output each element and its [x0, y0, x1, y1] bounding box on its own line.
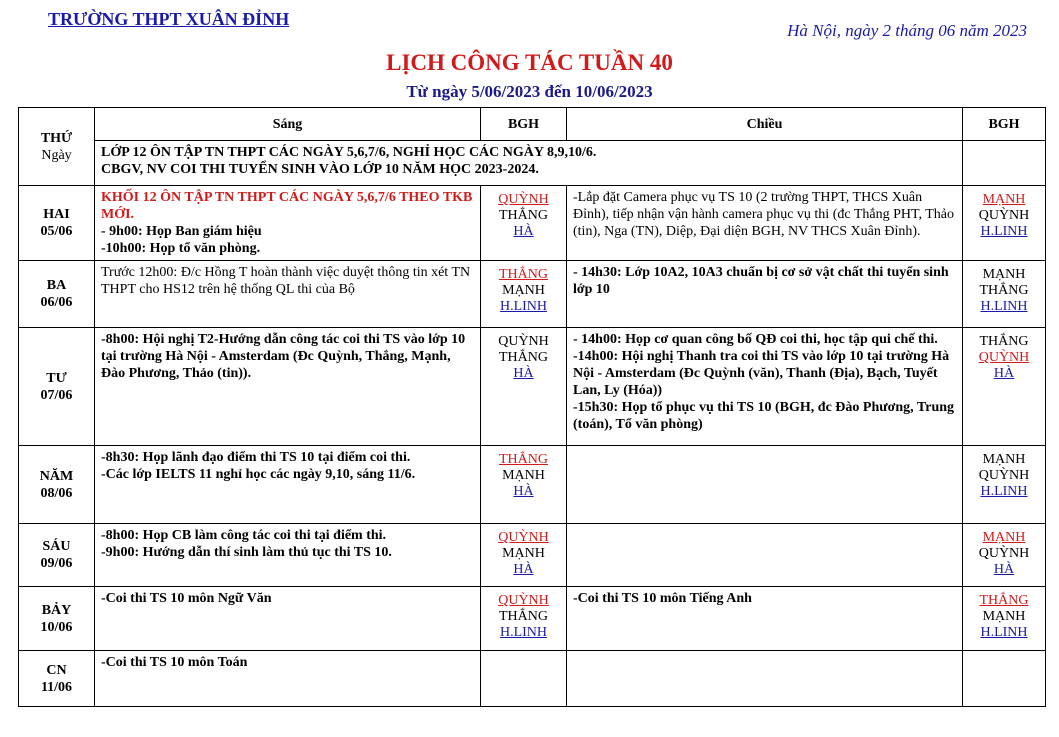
morning-cell	[95, 651, 481, 707]
morning-entry: -10h00: Họp tổ văn phòng.	[101, 241, 261, 256]
day-row	[19, 446, 1046, 524]
day-date: 08/06	[40, 485, 73, 501]
bgh-name[interactable]: H.LINH	[980, 484, 1028, 499]
bgh-name: QUỲNH	[498, 334, 549, 349]
afternoon-cell	[567, 587, 963, 651]
bgh-name: MẠNH	[502, 546, 545, 561]
afternoon-cell	[567, 186, 963, 261]
header-morning: Sáng	[95, 108, 481, 141]
day-date: 09/06	[40, 556, 73, 571]
bgh-afternoon-cell	[963, 261, 1046, 328]
afternoon-cell	[567, 651, 963, 707]
bgh-afternoon-cell	[963, 524, 1046, 587]
table-header-row	[19, 108, 1046, 141]
day-cell	[19, 186, 95, 261]
bgh-name: THẮNG	[979, 283, 1029, 298]
bgh-name: QUỲNH	[978, 208, 1030, 223]
day-name: BA	[46, 278, 67, 293]
day-name: HAI	[43, 207, 70, 222]
bgh-afternoon-cell	[963, 328, 1046, 446]
notice-empty	[963, 141, 1046, 186]
bgh-name[interactable]: HÀ	[513, 224, 534, 239]
bgh-name[interactable]: HÀ	[513, 484, 534, 499]
notice-line: CBGV, NV COI THI TUYỂN SINH VÀO LỚP 10 NĂM HỌC 2023-2024.	[101, 162, 539, 177]
header-bgh-morning: BGH	[481, 108, 567, 141]
afternoon-entry: -15h30: Họp tổ phục vụ thi TS 10 (BGH, đc Đào Phương, Trung (toán), Tổ văn phòng)	[573, 400, 955, 432]
header-day-cell	[19, 108, 95, 186]
notice-line: LỚP 12 ÔN TẬP TN THPT CÁC NGÀY 5,6,7/6, NGHỈ HỌC CÁC NGÀY 8,9,10/6.	[101, 145, 597, 160]
morning-cell	[95, 446, 481, 524]
day-cell	[19, 651, 95, 707]
morning-entry: - 9h00: Họp Ban giám hiệu	[101, 224, 262, 239]
day-date: 05/06	[40, 224, 73, 239]
day-cell	[19, 261, 95, 328]
bgh-morning-cell	[481, 587, 567, 651]
bgh-name: THẮNG	[499, 208, 548, 223]
bgh-name[interactable]: H.LINH	[980, 299, 1028, 314]
bgh-name[interactable]: MẠNH	[982, 530, 1026, 545]
bgh-morning-cell	[481, 651, 567, 707]
morning-entry: -Các lớp IELTS 11 nghỉ học các ngày 9,10, sáng 11/6.	[101, 467, 416, 482]
bgh-afternoon-cell	[963, 587, 1046, 651]
day-cell	[19, 524, 95, 587]
bgh-name[interactable]: H.LINH	[499, 299, 548, 314]
bgh-name: THẮNG	[499, 350, 548, 365]
bgh-name[interactable]: THẮNG	[499, 452, 548, 467]
bgh-name[interactable]: HÀ	[993, 562, 1015, 577]
day-name: BẢY	[41, 602, 72, 618]
bgh-name[interactable]: QUỲNH	[498, 192, 549, 207]
bgh-name[interactable]: THẮNG	[499, 267, 548, 282]
day-date: 10/06	[40, 619, 73, 635]
schedule-table	[18, 107, 1046, 707]
afternoon-entry: - 14h30: Lớp 10A2, 10A3 chuẩn bị cơ sở vật chất thi tuyển sinh lớp 10	[573, 265, 949, 297]
morning-entry: -8h30: Họp lãnh đạo điểm thi TS 10 tại điểm coi thi.	[101, 450, 411, 465]
morning-entry: KHỐI 12 ÔN TẬP TN THPT CÁC NGÀY 5,6,7/6 THEO TKB MỚI.	[101, 190, 473, 222]
bgh-name: MẠNH	[982, 609, 1026, 624]
header-ngay: Ngày	[41, 147, 72, 163]
bgh-name: MẠNH	[502, 283, 545, 298]
afternoon-cell	[567, 446, 963, 524]
morning-cell	[95, 587, 481, 651]
morning-cell	[95, 524, 481, 587]
day-name: CN	[46, 662, 67, 678]
header-bgh-afternoon: BGH	[963, 108, 1046, 141]
morning-cell	[95, 186, 481, 261]
document-date: Hà Nội, ngày 2 tháng 06 năm 2023	[787, 21, 1027, 40]
afternoon-cell	[567, 328, 963, 446]
afternoon-entry: - 14h00: Họp cơ quan công bố QĐ coi thi, học tập qui chế thi.	[573, 332, 938, 347]
morning-entry: Trước 12h00: Đ/c Hồng T hoàn thành việc duyệt thông tin xét TN THPT cho HS12 trên hệ thống QL thi của Bộ	[101, 265, 471, 297]
afternoon-cell	[567, 261, 963, 328]
bgh-name[interactable]: QUỲNH	[978, 350, 1030, 365]
day-cell	[19, 587, 95, 651]
day-cell	[19, 328, 95, 446]
bgh-afternoon-cell	[963, 651, 1046, 707]
day-row	[19, 524, 1046, 587]
bgh-afternoon-cell	[963, 186, 1046, 261]
header-thu: THỨ	[40, 130, 73, 146]
day-date: 07/06	[40, 387, 73, 403]
bgh-name[interactable]: H.LINH	[499, 625, 548, 640]
morning-entry: -8h00: Hội nghị T2-Hướng dẫn công tác coi thi TS vào lớp 10 tại trường Hà Nội - Amsterdam (Đc Quỳnh, Thắng, Mạnh, Đào Phương, Thảo (tin)).	[101, 332, 466, 381]
bgh-name[interactable]: H.LINH	[980, 625, 1028, 640]
bgh-name: MẠNH	[982, 267, 1026, 282]
bgh-morning-cell	[481, 261, 567, 328]
day-date: 06/06	[40, 295, 73, 310]
afternoon-entry: -Coi thi TS 10 môn Tiếng Anh	[573, 591, 752, 606]
bgh-name[interactable]: QUỲNH	[498, 593, 549, 608]
bgh-name: MẠNH	[982, 452, 1026, 467]
bgh-name: QUỲNH	[978, 546, 1030, 561]
morning-cell	[95, 328, 481, 446]
morning-entry: -8h00: Họp CB làm công tác coi thi tại điểm thi.	[101, 528, 387, 543]
bgh-name: THẮNG	[499, 609, 548, 624]
day-cell	[19, 446, 95, 524]
bgh-name[interactable]: H.LINH	[980, 224, 1028, 239]
school-name[interactable]: TRƯỜNG THPT XUÂN ĐỈNH	[48, 9, 290, 29]
bgh-afternoon-cell	[963, 446, 1046, 524]
schedule-title: LỊCH CÔNG TÁC TUẦN 40	[386, 50, 673, 75]
bgh-name[interactable]: MẠNH	[982, 192, 1026, 207]
day-date: 11/06	[40, 679, 73, 695]
bgh-morning-cell	[481, 186, 567, 261]
morning-entry: -Coi thi TS 10 môn Ngữ Văn	[101, 591, 272, 606]
bgh-morning-cell	[481, 446, 567, 524]
day-row	[19, 328, 1046, 446]
bgh-name[interactable]: QUỲNH	[498, 530, 549, 545]
bgh-name[interactable]: HÀ	[513, 562, 534, 577]
day-row	[19, 651, 1046, 707]
bgh-name: QUỲNH	[978, 468, 1030, 483]
afternoon-entry: -14h00: Hội nghị Thanh tra coi thi TS vào lớp 10 tại trường Hà Nội - Amsterdam (Đc Quỳnh (văn), Thanh (Địa), Bạch, Tuyết Lan, Ly (Hóa))	[573, 349, 950, 398]
day-name: TƯ	[46, 370, 67, 386]
day-name: SÁU	[42, 539, 71, 554]
bgh-name: THẮNG	[979, 334, 1029, 349]
schedule-subtitle: Từ ngày 5/06/2023 đến 10/06/2023	[406, 82, 653, 101]
header-afternoon: Chiều	[567, 108, 963, 141]
day-row	[19, 186, 1046, 261]
bgh-name[interactable]: THẮNG	[979, 593, 1029, 608]
notice-cell	[95, 141, 963, 186]
bgh-name: MẠNH	[502, 468, 545, 483]
day-row	[19, 261, 1046, 328]
notice-row	[19, 141, 1046, 186]
morning-entry: -9h00: Hướng dẫn thí sinh làm thủ tục thi TS 10.	[101, 545, 392, 560]
bgh-name[interactable]: HÀ	[993, 366, 1015, 381]
bgh-morning-cell	[481, 524, 567, 587]
afternoon-entry: -Lắp đặt Camera phục vụ TS 10 (2 trường THPT, THCS Xuân Đỉnh), tiếp nhận vận hành camera phục vụ thi (đc Thắng PHT, Thảo (tin), Nga (TN), Diệp, Đại diện BGH, NV THCS Xuân Đỉnh).	[573, 190, 955, 239]
bgh-name[interactable]: HÀ	[513, 366, 534, 381]
day-row	[19, 587, 1046, 651]
morning-cell	[95, 261, 481, 328]
afternoon-cell	[567, 524, 963, 587]
day-name: NĂM	[39, 468, 74, 484]
morning-entry: -Coi thi TS 10 môn Toán	[101, 655, 248, 670]
bgh-morning-cell	[481, 328, 567, 446]
